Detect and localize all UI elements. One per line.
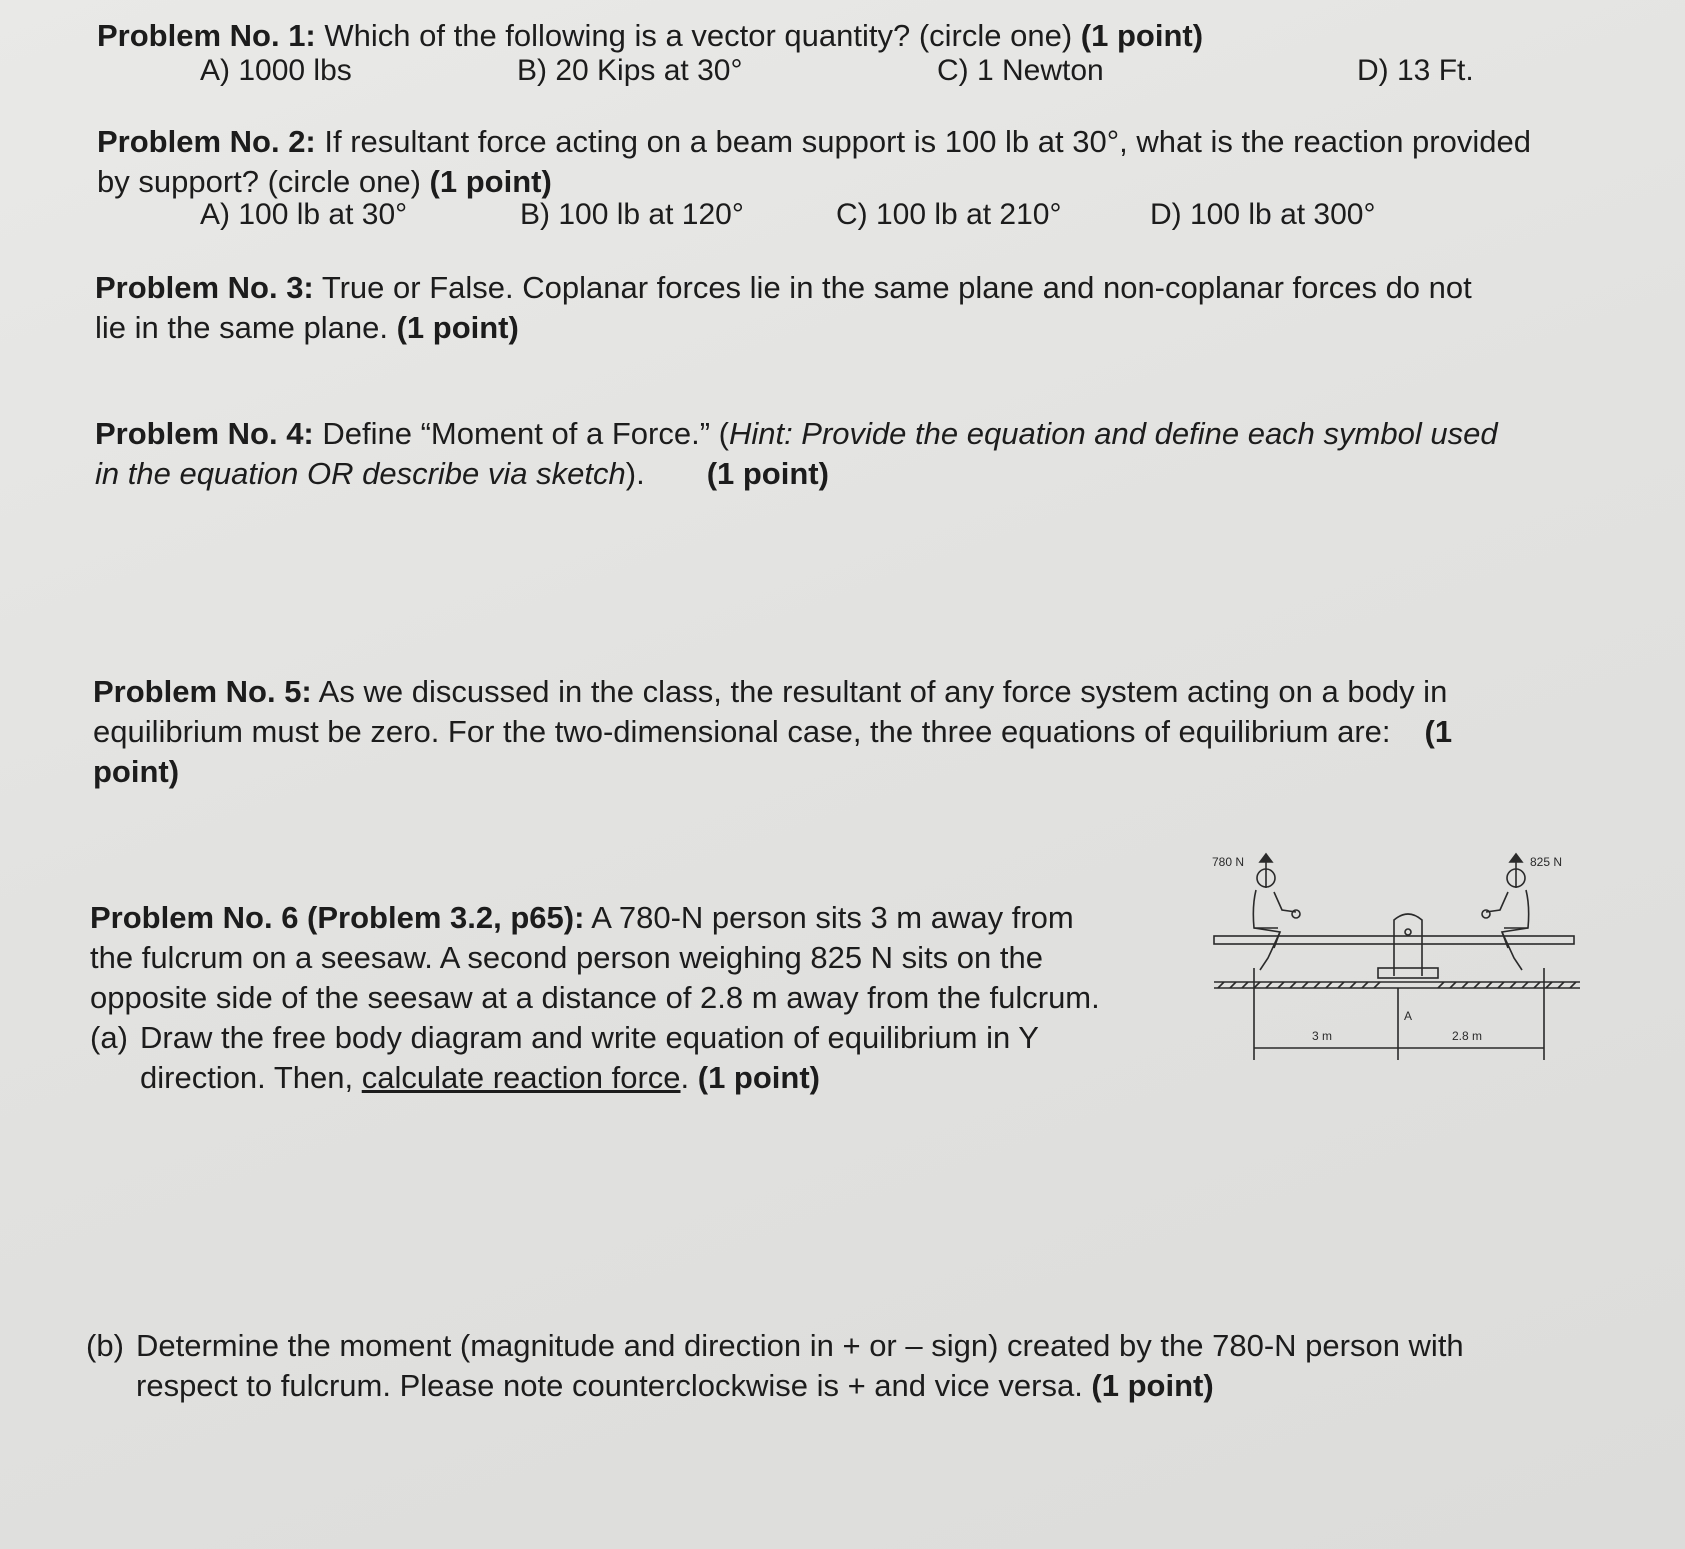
problem-5-line-2: equilibrium must be zero. For the two-dimensional case, the three equations of equilibrium are: (1 [93,714,1453,749]
problem-3 [95,268,1472,348]
right-person [1482,869,1529,970]
problem-1-question: Problem No. 1: Which of the following is a vector quantity? (circle one) (1 point) [97,18,1204,53]
fulcrum [1378,914,1438,978]
problem-6a [90,1018,1190,1100]
right-load-arrow [1510,854,1522,888]
problem-1 [97,16,1203,56]
ground-hatch [1214,982,1580,988]
support-label: A [1404,1009,1413,1023]
problem-2-line-1: Problem No. 2: If resultant force acting on a beam support is 100 lb at 30°, what is the reaction provided [97,124,1531,159]
problem-6 [90,898,1190,1018]
right-load-label: 825 N [1530,855,1563,869]
left-person [1253,869,1300,970]
problem-4 [95,414,1498,494]
problem-6-line-2: the fulcrum on a seesaw. A second person weighing 825 N sits on the [90,940,1043,975]
problem-6b [86,1326,1646,1408]
problem-2-line-2: by support? (circle one) (1 point) [97,164,552,199]
problem-5-line-3: point) [93,754,180,789]
left-load-label: 780 N [1212,855,1245,869]
part-a-text: Draw the free body diagram and write equation of equilibrium in Y direction. Then, calculate reaction force. (1 point) [140,1020,1039,1095]
problem-6-line-1: Problem No. 6 (Problem 3.2, p65): A 780-N person sits 3 m away from [90,900,1074,935]
option-c[interactable]: C) 1 Newton [937,54,1104,87]
problem-6-line-3: opposite side of the seesaw at a distance of 2.8 m away from the fulcrum. [90,980,1100,1015]
option-c[interactable]: C) 100 lb at 210° [836,198,1062,231]
right-dimension-label: 2.8 m [1452,1029,1483,1043]
seesaw-figure [1208,848,1588,1078]
part-b-text: Determine the moment (magnitude and direction in + or – sign) created by the 780-N person with respect to fulcrum. Please note counterclockwise is + and vice versa. (1 point) [136,1328,1464,1403]
problem-4-line-2: in the equation OR describe via sketch). (1 point) [95,456,829,491]
problem-4-line-1: Problem No. 4: Define “Moment of a Force.” (Hint: Provide the equation and define each symbol used [95,416,1498,451]
option-d[interactable]: D) 100 lb at 300° [1150,198,1376,231]
left-dimension-label: 3 m [1312,1029,1333,1043]
problem-2 [97,122,1531,202]
option-a[interactable]: A) 1000 lbs [200,54,352,87]
problem-5 [93,672,1593,792]
calculate-reaction-force-underlined: calculate reaction force [361,1060,681,1095]
left-load-arrow [1260,854,1272,888]
part-a-label: (a) [90,1020,128,1055]
problem-3-line-2: lie in the same plane. (1 point) [95,310,519,345]
option-b[interactable]: B) 100 lb at 120° [520,198,744,231]
option-a[interactable]: A) 100 lb at 30° [200,198,408,231]
problem-3-line-1: Problem No. 3: True or False. Coplanar forces lie in the same plane and non-coplanar forces do not [95,270,1472,305]
problem-5-line-1: Problem No. 5: As we discussed in the class, the resultant of any force system acting on a body in [93,674,1448,709]
option-b[interactable]: B) 20 Kips at 30° [517,54,743,87]
part-b-label: (b) [86,1328,124,1363]
option-d[interactable]: D) 13 Ft. [1357,54,1474,87]
